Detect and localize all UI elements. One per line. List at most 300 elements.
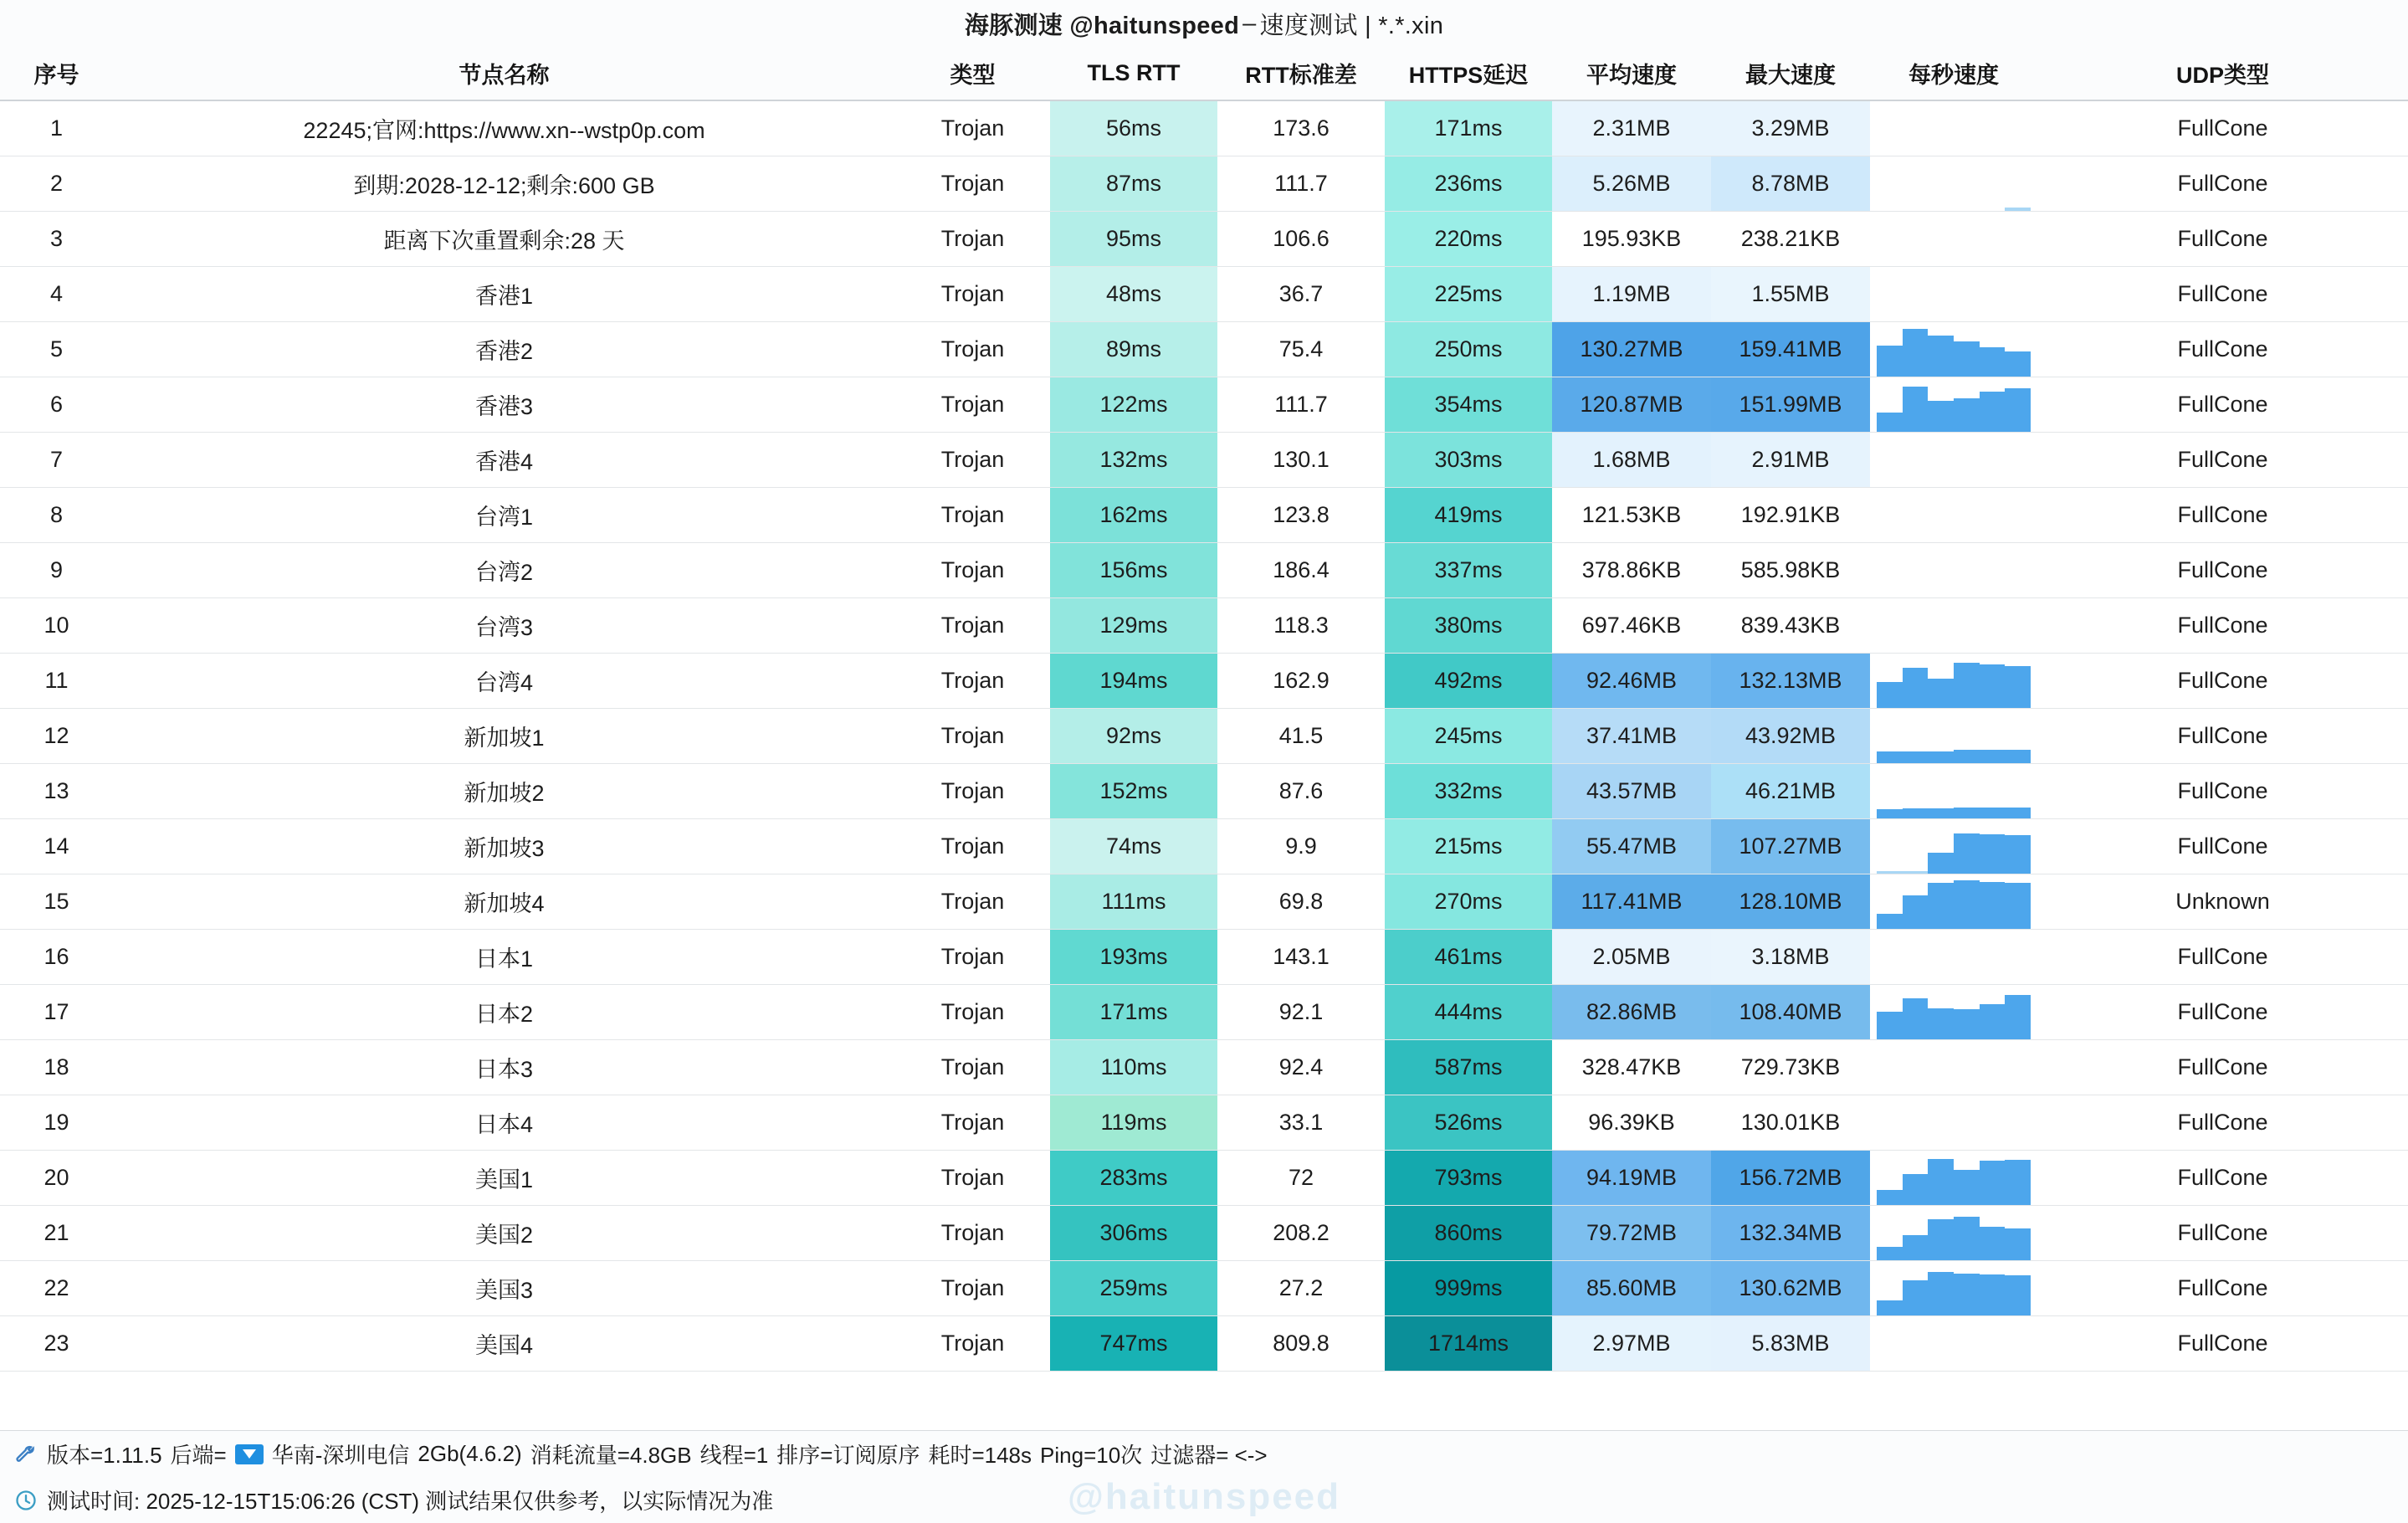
- cell-tls-rtt: [1050, 1261, 1217, 1316]
- cell-https-latency: [1385, 985, 1552, 1040]
- window-title-separator: –: [1242, 9, 1257, 37]
- cell-udp-type: [2037, 764, 2408, 819]
- cell-node-name: 香港1: [113, 267, 895, 322]
- cell-rtt-std-value: 111.7: [1274, 171, 1328, 196]
- sparkline-bar: [2005, 1160, 2031, 1205]
- per-second-sparkline: [1870, 267, 2037, 321]
- cell-udp-type-value: FullCone: [2177, 1275, 2268, 1300]
- cell-tls-rtt-value: 193ms: [1050, 930, 1217, 984]
- cell-avg-speed: [1552, 156, 1711, 212]
- cell-node-name: 香港4: [113, 433, 895, 488]
- sparkline-bar: [1954, 1274, 1980, 1315]
- cell-https-latency-value: 225ms: [1385, 267, 1552, 321]
- cell-max-speed-value: 238.21KB: [1711, 212, 1870, 266]
- cell-per-second-speed: [1870, 1151, 2037, 1206]
- cell-max-speed-value: 585.98KB: [1711, 543, 1870, 597]
- column-header-udp-type[interactable]: UDP类型: [2037, 47, 2408, 100]
- cell-tls-rtt-value: 162ms: [1050, 488, 1217, 542]
- cell-index: [0, 654, 113, 709]
- cell-https-latency: [1385, 1316, 1552, 1372]
- cell-avg-speed: [1552, 322, 1711, 377]
- window-title-main: 海豚测速 @haitunspeed: [964, 12, 1240, 39]
- sparkline-bar: [1877, 751, 1903, 763]
- cell-per-second-speed: [1870, 1316, 2037, 1372]
- sparkline-bar: [1980, 834, 2006, 874]
- cell-rtt-std-value: 123.8: [1273, 502, 1330, 527]
- cell-max-speed-value: 128.10MB: [1711, 874, 1870, 929]
- sparkline-bar: [1980, 347, 2006, 377]
- cell-type-value: Trojan: [940, 1110, 1005, 1135]
- column-header-node-name[interactable]: 节点名称: [113, 47, 895, 100]
- cell-max-speed-value: 43.92MB: [1711, 709, 1870, 763]
- sparkline-bar: [1928, 336, 1954, 377]
- cell-max-speed: [1711, 1206, 1870, 1261]
- cell-udp-type-value: FullCone: [2177, 171, 2268, 196]
- footer-backend-label: 后端=: [170, 1443, 227, 1468]
- cell-max-speed-value: 108.40MB: [1711, 985, 1870, 1039]
- sparkline-bar: [1980, 750, 2006, 763]
- cell-udp-type: [2037, 488, 2408, 543]
- cell-node-name: 美国4: [113, 1316, 895, 1372]
- cell-node-name: 美国3: [113, 1261, 895, 1316]
- sparkline-bar: [1928, 401, 1954, 432]
- cell-max-speed: [1711, 1261, 1870, 1316]
- cell-index-value: 8: [49, 502, 64, 527]
- table-row[interactable]: [0, 1040, 2408, 1095]
- cell-https-latency: [1385, 654, 1552, 709]
- cell-udp-type: [2037, 543, 2408, 598]
- cell-rtt-std: [1217, 1151, 1385, 1206]
- cell-max-speed-value: 46.21MB: [1711, 764, 1870, 818]
- table-row[interactable]: [0, 543, 2408, 598]
- cell-https-latency-value: 270ms: [1385, 874, 1552, 929]
- per-second-sparkline: [1870, 377, 2037, 432]
- cell-rtt-std-value: 27.2: [1278, 1275, 1324, 1300]
- table-row[interactable]: [0, 1095, 2408, 1151]
- cell-index-value: 20: [44, 1165, 69, 1190]
- column-header-avg-speed[interactable]: 平均速度: [1552, 47, 1711, 100]
- cell-node-name: 台湾4: [113, 654, 895, 709]
- footer-elapsed: 耗时=148s: [928, 1443, 1032, 1468]
- cell-avg-speed-value: 120.87MB: [1552, 377, 1711, 432]
- cell-tls-rtt: [1050, 543, 1217, 598]
- cell-avg-speed: [1552, 598, 1711, 654]
- cell-max-speed: [1711, 1095, 1870, 1151]
- table-row[interactable]: [0, 156, 2408, 212]
- cell-https-latency: [1385, 764, 1552, 819]
- sparkline-bar: [1903, 998, 1929, 1039]
- cell-max-speed-value: 5.83MB: [1711, 1316, 1870, 1371]
- column-header-per-second-speed[interactable]: 每秒速度: [1870, 47, 2037, 100]
- table-row[interactable]: [0, 654, 2408, 709]
- cell-rtt-std-value: 33.1: [1278, 1110, 1324, 1135]
- cell-index: [0, 100, 113, 156]
- cell-tls-rtt: [1050, 156, 1217, 212]
- cell-avg-speed-value: 121.53KB: [1552, 488, 1711, 542]
- cell-node-name: 日本1: [113, 930, 895, 985]
- cell-max-speed-value: 1.55MB: [1711, 267, 1870, 321]
- cell-avg-speed: [1552, 709, 1711, 764]
- cell-index: [0, 985, 113, 1040]
- table-row[interactable]: [0, 709, 2408, 764]
- cell-tls-rtt-value: 56ms: [1050, 101, 1217, 156]
- cell-type-value: Trojan: [940, 944, 1005, 969]
- cell-max-speed-value: 8.78MB: [1711, 156, 1870, 211]
- cell-max-speed: [1711, 156, 1870, 212]
- cell-https-latency: [1385, 543, 1552, 598]
- sparkline-bar: [1903, 1235, 1929, 1260]
- cell-rtt-std: [1217, 1206, 1385, 1261]
- cell-https-latency-value: 461ms: [1385, 930, 1552, 984]
- table-header-row: [0, 47, 2408, 100]
- cell-per-second-speed: [1870, 100, 2037, 156]
- column-header-type[interactable]: 类型: [895, 47, 1050, 100]
- per-second-sparkline: [1870, 101, 2037, 156]
- sparkline-bar: [1877, 1190, 1903, 1205]
- cell-https-latency: [1385, 156, 1552, 212]
- cell-udp-type-value: FullCone: [2177, 502, 2268, 527]
- cell-tls-rtt-value: 110ms: [1050, 1040, 1217, 1095]
- sparkline-bar: [1903, 1280, 1929, 1315]
- cell-type: [895, 598, 1050, 654]
- status-line-time: [0, 1477, 2408, 1523]
- cell-per-second-speed: [1870, 1206, 2037, 1261]
- cell-tls-rtt: [1050, 212, 1217, 267]
- table-row[interactable]: [0, 100, 2408, 156]
- cell-index: [0, 819, 113, 874]
- footer-sort-order: 排序=订阅原序: [776, 1443, 920, 1468]
- per-second-sparkline: [1870, 764, 2037, 818]
- footer-filter: 过滤器= <->: [1150, 1443, 1268, 1468]
- cell-https-latency: [1385, 322, 1552, 377]
- cell-udp-type: [2037, 654, 2408, 709]
- cell-type-value: Trojan: [940, 226, 1005, 251]
- cell-rtt-std: [1217, 1040, 1385, 1095]
- sparkline-bar: [1928, 1008, 1954, 1039]
- cell-type-value: Trojan: [940, 1275, 1005, 1300]
- cell-type-value: Trojan: [940, 115, 1005, 141]
- table-row[interactable]: [0, 1261, 2408, 1316]
- sparkline-bar: [2005, 835, 2031, 874]
- cell-tls-rtt-value: 194ms: [1050, 654, 1217, 708]
- cell-max-speed-value: 130.01KB: [1711, 1095, 1870, 1150]
- cell-tls-rtt: [1050, 930, 1217, 985]
- cell-avg-speed-value: 1.19MB: [1552, 267, 1711, 321]
- cell-avg-speed: [1552, 543, 1711, 598]
- table-row[interactable]: [0, 819, 2408, 874]
- cell-tls-rtt-value: 95ms: [1050, 212, 1217, 266]
- sparkline-bar: [1928, 1219, 1954, 1260]
- sparkline-bar: [1903, 668, 1929, 708]
- cell-rtt-std-value: 92.4: [1278, 1054, 1324, 1079]
- cell-avg-speed-value: 92.46MB: [1552, 654, 1711, 708]
- cell-rtt-std: [1217, 930, 1385, 985]
- per-second-sparkline: [1870, 874, 2037, 929]
- cell-udp-type-value: FullCone: [2177, 944, 2268, 969]
- cell-per-second-speed: [1870, 764, 2037, 819]
- cell-https-latency: [1385, 267, 1552, 322]
- sparkline-bar: [1903, 808, 1929, 818]
- cell-udp-type-value: FullCone: [2177, 668, 2268, 693]
- cell-avg-speed: [1552, 212, 1711, 267]
- cell-https-latency-value: 860ms: [1385, 1206, 1552, 1260]
- cell-https-latency: [1385, 1151, 1552, 1206]
- cell-udp-type-value: FullCone: [2177, 1331, 2268, 1356]
- cell-node-name: 台湾3: [113, 598, 895, 654]
- cell-max-speed-value: 107.27MB: [1711, 819, 1870, 874]
- cell-udp-type-value: FullCone: [2177, 226, 2268, 251]
- cell-avg-speed-value: 1.68MB: [1552, 433, 1711, 487]
- cell-udp-type: [2037, 1206, 2408, 1261]
- cell-index-value: 2: [49, 171, 64, 196]
- cell-index-value: 18: [44, 1054, 69, 1079]
- cell-max-speed: [1711, 433, 1870, 488]
- cell-per-second-speed: [1870, 377, 2037, 433]
- per-second-sparkline: [1870, 654, 2037, 708]
- cell-udp-type-value: FullCone: [2177, 1110, 2268, 1135]
- sparkline-bar: [1954, 880, 1980, 929]
- cell-node-name: 新加坡1: [113, 709, 895, 764]
- table-row[interactable]: [0, 267, 2408, 322]
- cell-index-value: 21: [44, 1220, 69, 1245]
- cell-avg-speed-value: 130.27MB: [1552, 322, 1711, 377]
- cell-avg-speed: [1552, 433, 1711, 488]
- cell-max-speed: [1711, 874, 1870, 930]
- cell-type: [895, 1261, 1050, 1316]
- cell-rtt-std: [1217, 709, 1385, 764]
- sparkline-bar: [2005, 883, 2031, 929]
- table-row[interactable]: [0, 433, 2408, 488]
- column-header-https-latency[interactable]: HTTPS延迟: [1385, 47, 1552, 100]
- cell-tls-rtt-value: 87ms: [1050, 156, 1217, 211]
- cell-max-speed-value: 130.62MB: [1711, 1261, 1870, 1315]
- window-title-sub: 速度测试 | *.*.xin: [1259, 12, 1444, 39]
- cell-index-value: 5: [49, 336, 64, 362]
- cell-index: [0, 322, 113, 377]
- table-row[interactable]: [0, 764, 2408, 819]
- cell-type-value: Trojan: [940, 171, 1005, 196]
- cell-rtt-std-value: 186.4: [1273, 557, 1330, 582]
- cell-tls-rtt-value: 119ms: [1050, 1095, 1217, 1150]
- cell-https-latency: [1385, 1040, 1552, 1095]
- cell-tls-rtt: [1050, 1316, 1217, 1372]
- cell-type-value: Trojan: [940, 1220, 1005, 1245]
- cell-udp-type-value: FullCone: [2177, 1220, 2268, 1245]
- cell-https-latency-value: 250ms: [1385, 322, 1552, 377]
- cell-rtt-std-value: 75.4: [1278, 336, 1324, 362]
- cell-avg-speed-value: 378.86KB: [1552, 543, 1711, 597]
- column-header-rtt-std[interactable]: RTT标准差: [1217, 47, 1385, 100]
- cell-per-second-speed: [1870, 322, 2037, 377]
- cell-rtt-std: [1217, 433, 1385, 488]
- cell-rtt-std: [1217, 985, 1385, 1040]
- cell-tls-rtt-value: 92ms: [1050, 709, 1217, 763]
- cell-avg-speed-value: 96.39KB: [1552, 1095, 1711, 1150]
- cell-max-speed: [1711, 819, 1870, 874]
- cell-rtt-std-value: 130.1: [1273, 447, 1330, 472]
- cell-index: [0, 1040, 113, 1095]
- cell-type: [895, 1040, 1050, 1095]
- column-header-max-speed[interactable]: 最大速度: [1711, 47, 1870, 100]
- cell-avg-speed-value: 2.05MB: [1552, 930, 1711, 984]
- table-row[interactable]: [0, 377, 2408, 433]
- cell-udp-type: [2037, 377, 2408, 433]
- table-row[interactable]: [0, 874, 2408, 930]
- cell-tls-rtt-value: 74ms: [1050, 819, 1217, 874]
- cell-https-latency: [1385, 100, 1552, 156]
- table-row[interactable]: [0, 985, 2408, 1040]
- cell-node-name: 香港2: [113, 322, 895, 377]
- cell-udp-type-value: FullCone: [2177, 613, 2268, 638]
- table-row[interactable]: [0, 488, 2408, 543]
- per-second-sparkline: [1870, 1206, 2037, 1260]
- cell-udp-type-value: FullCone: [2177, 723, 2268, 748]
- sparkline-bar: [1877, 871, 1903, 874]
- cell-udp-type: [2037, 1316, 2408, 1372]
- table-row[interactable]: [0, 212, 2408, 267]
- cell-per-second-speed: [1870, 930, 2037, 985]
- cell-https-latency: [1385, 709, 1552, 764]
- cell-index: [0, 764, 113, 819]
- cell-type: [895, 1206, 1050, 1261]
- cell-type: [895, 930, 1050, 985]
- cell-type-value: Trojan: [940, 557, 1005, 582]
- cell-rtt-std: [1217, 156, 1385, 212]
- sparkline-bar: [1877, 346, 1903, 377]
- cell-https-latency-value: 245ms: [1385, 709, 1552, 763]
- cell-avg-speed-value: 195.93KB: [1552, 212, 1711, 266]
- cell-index-value: 4: [49, 281, 64, 306]
- cell-udp-type-value: FullCone: [2177, 557, 2268, 582]
- cell-rtt-std-value: 173.6: [1273, 115, 1330, 141]
- cell-avg-speed-value: 117.41MB: [1552, 874, 1711, 929]
- cell-rtt-std-value: 143.1: [1273, 944, 1330, 969]
- cell-type: [895, 985, 1050, 1040]
- cell-tls-rtt: [1050, 322, 1217, 377]
- sparkline-bar: [1980, 808, 2006, 818]
- cell-type: [895, 212, 1050, 267]
- table-row[interactable]: [0, 598, 2408, 654]
- cell-udp-type-value: FullCone: [2177, 115, 2268, 141]
- cell-udp-type: [2037, 267, 2408, 322]
- cell-type: [895, 1316, 1050, 1372]
- cell-https-latency-value: 526ms: [1385, 1095, 1552, 1150]
- cell-tls-rtt: [1050, 1151, 1217, 1206]
- cell-index: [0, 1316, 113, 1372]
- cell-max-speed-value: 132.34MB: [1711, 1206, 1870, 1260]
- cell-per-second-speed: [1870, 709, 2037, 764]
- cell-avg-speed-value: 55.47MB: [1552, 819, 1711, 874]
- cell-avg-speed: [1552, 985, 1711, 1040]
- cell-avg-speed-value: 2.97MB: [1552, 1316, 1711, 1371]
- cell-udp-type-value: FullCone: [2177, 281, 2268, 306]
- cell-index: [0, 1261, 113, 1316]
- cell-rtt-std: [1217, 543, 1385, 598]
- sparkline-bar: [1954, 750, 1980, 763]
- cell-https-latency: [1385, 433, 1552, 488]
- cell-tls-rtt-value: 132ms: [1050, 433, 1217, 487]
- cell-https-latency: [1385, 1206, 1552, 1261]
- cell-max-speed-value: 159.41MB: [1711, 322, 1870, 377]
- table-row[interactable]: [0, 1206, 2408, 1261]
- sparkline-bar: [1980, 1004, 2006, 1039]
- sparkline-bar: [1928, 1272, 1954, 1315]
- cell-rtt-std-value: 9.9: [1285, 833, 1317, 859]
- cell-type: [895, 267, 1050, 322]
- column-header-index[interactable]: 序号: [0, 47, 113, 100]
- table-row[interactable]: [0, 322, 2408, 377]
- cell-type-value: Trojan: [940, 668, 1005, 693]
- cell-max-speed-value: 3.18MB: [1711, 930, 1870, 984]
- cell-https-latency-value: 171ms: [1385, 101, 1552, 156]
- cell-tls-rtt: [1050, 874, 1217, 930]
- cell-index: [0, 1206, 113, 1261]
- cell-avg-speed: [1552, 764, 1711, 819]
- per-second-sparkline: [1870, 1095, 2037, 1150]
- per-second-sparkline: [1870, 156, 2037, 211]
- clock-icon: [13, 1488, 38, 1513]
- column-header-tls-rtt[interactable]: TLS RTT: [1050, 47, 1217, 100]
- sparkline-bar: [2005, 808, 2031, 818]
- sparkline-bar: [1877, 1300, 1903, 1315]
- cell-udp-type: [2037, 1261, 2408, 1316]
- per-second-sparkline: [1870, 709, 2037, 763]
- cell-index-value: 6: [49, 392, 64, 417]
- cell-index-value: 15: [44, 889, 69, 914]
- footer-bandwidth: 2Gb(4.6.2): [418, 1441, 522, 1466]
- cell-index-value: 19: [44, 1110, 69, 1135]
- cell-index: [0, 543, 113, 598]
- cell-tls-rtt: [1050, 654, 1217, 709]
- cell-node-name: 台湾1: [113, 488, 895, 543]
- cell-node-name: 美国1: [113, 1151, 895, 1206]
- results-table: [0, 47, 2408, 1372]
- cell-type: [895, 819, 1050, 874]
- cell-rtt-std-value: 162.9: [1273, 668, 1330, 693]
- cell-index-value: 16: [44, 944, 69, 969]
- cell-avg-speed-value: 5.26MB: [1552, 156, 1711, 211]
- cell-avg-speed-value: 43.57MB: [1552, 764, 1711, 818]
- per-second-sparkline: [1870, 543, 2037, 597]
- cell-type: [895, 874, 1050, 930]
- cell-index: [0, 1151, 113, 1206]
- sparkline-bar: [1980, 882, 2006, 929]
- cell-rtt-std-value: 87.6: [1278, 778, 1324, 803]
- table-row[interactable]: [0, 930, 2408, 985]
- cell-node-name: 新加坡3: [113, 819, 895, 874]
- cell-type: [895, 654, 1050, 709]
- cell-type: [895, 322, 1050, 377]
- sparkline-bar: [1928, 883, 1954, 929]
- table-row[interactable]: [0, 1316, 2408, 1372]
- table-row[interactable]: [0, 1151, 2408, 1206]
- cell-https-latency: [1385, 488, 1552, 543]
- cell-avg-speed-value: 79.72MB: [1552, 1206, 1711, 1260]
- cell-max-speed: [1711, 1316, 1870, 1372]
- cell-udp-type: [2037, 1040, 2408, 1095]
- per-second-sparkline: [1870, 488, 2037, 542]
- cell-avg-speed: [1552, 1151, 1711, 1206]
- cell-index: [0, 930, 113, 985]
- cell-type-value: Trojan: [940, 1331, 1005, 1356]
- per-second-sparkline: [1870, 819, 2037, 874]
- cell-https-latency: [1385, 598, 1552, 654]
- cell-https-latency-value: 380ms: [1385, 598, 1552, 653]
- sparkline-bar: [1877, 1247, 1903, 1260]
- cell-index: [0, 156, 113, 212]
- cell-node-name: 新加坡2: [113, 764, 895, 819]
- cell-max-speed-value: 132.13MB: [1711, 654, 1870, 708]
